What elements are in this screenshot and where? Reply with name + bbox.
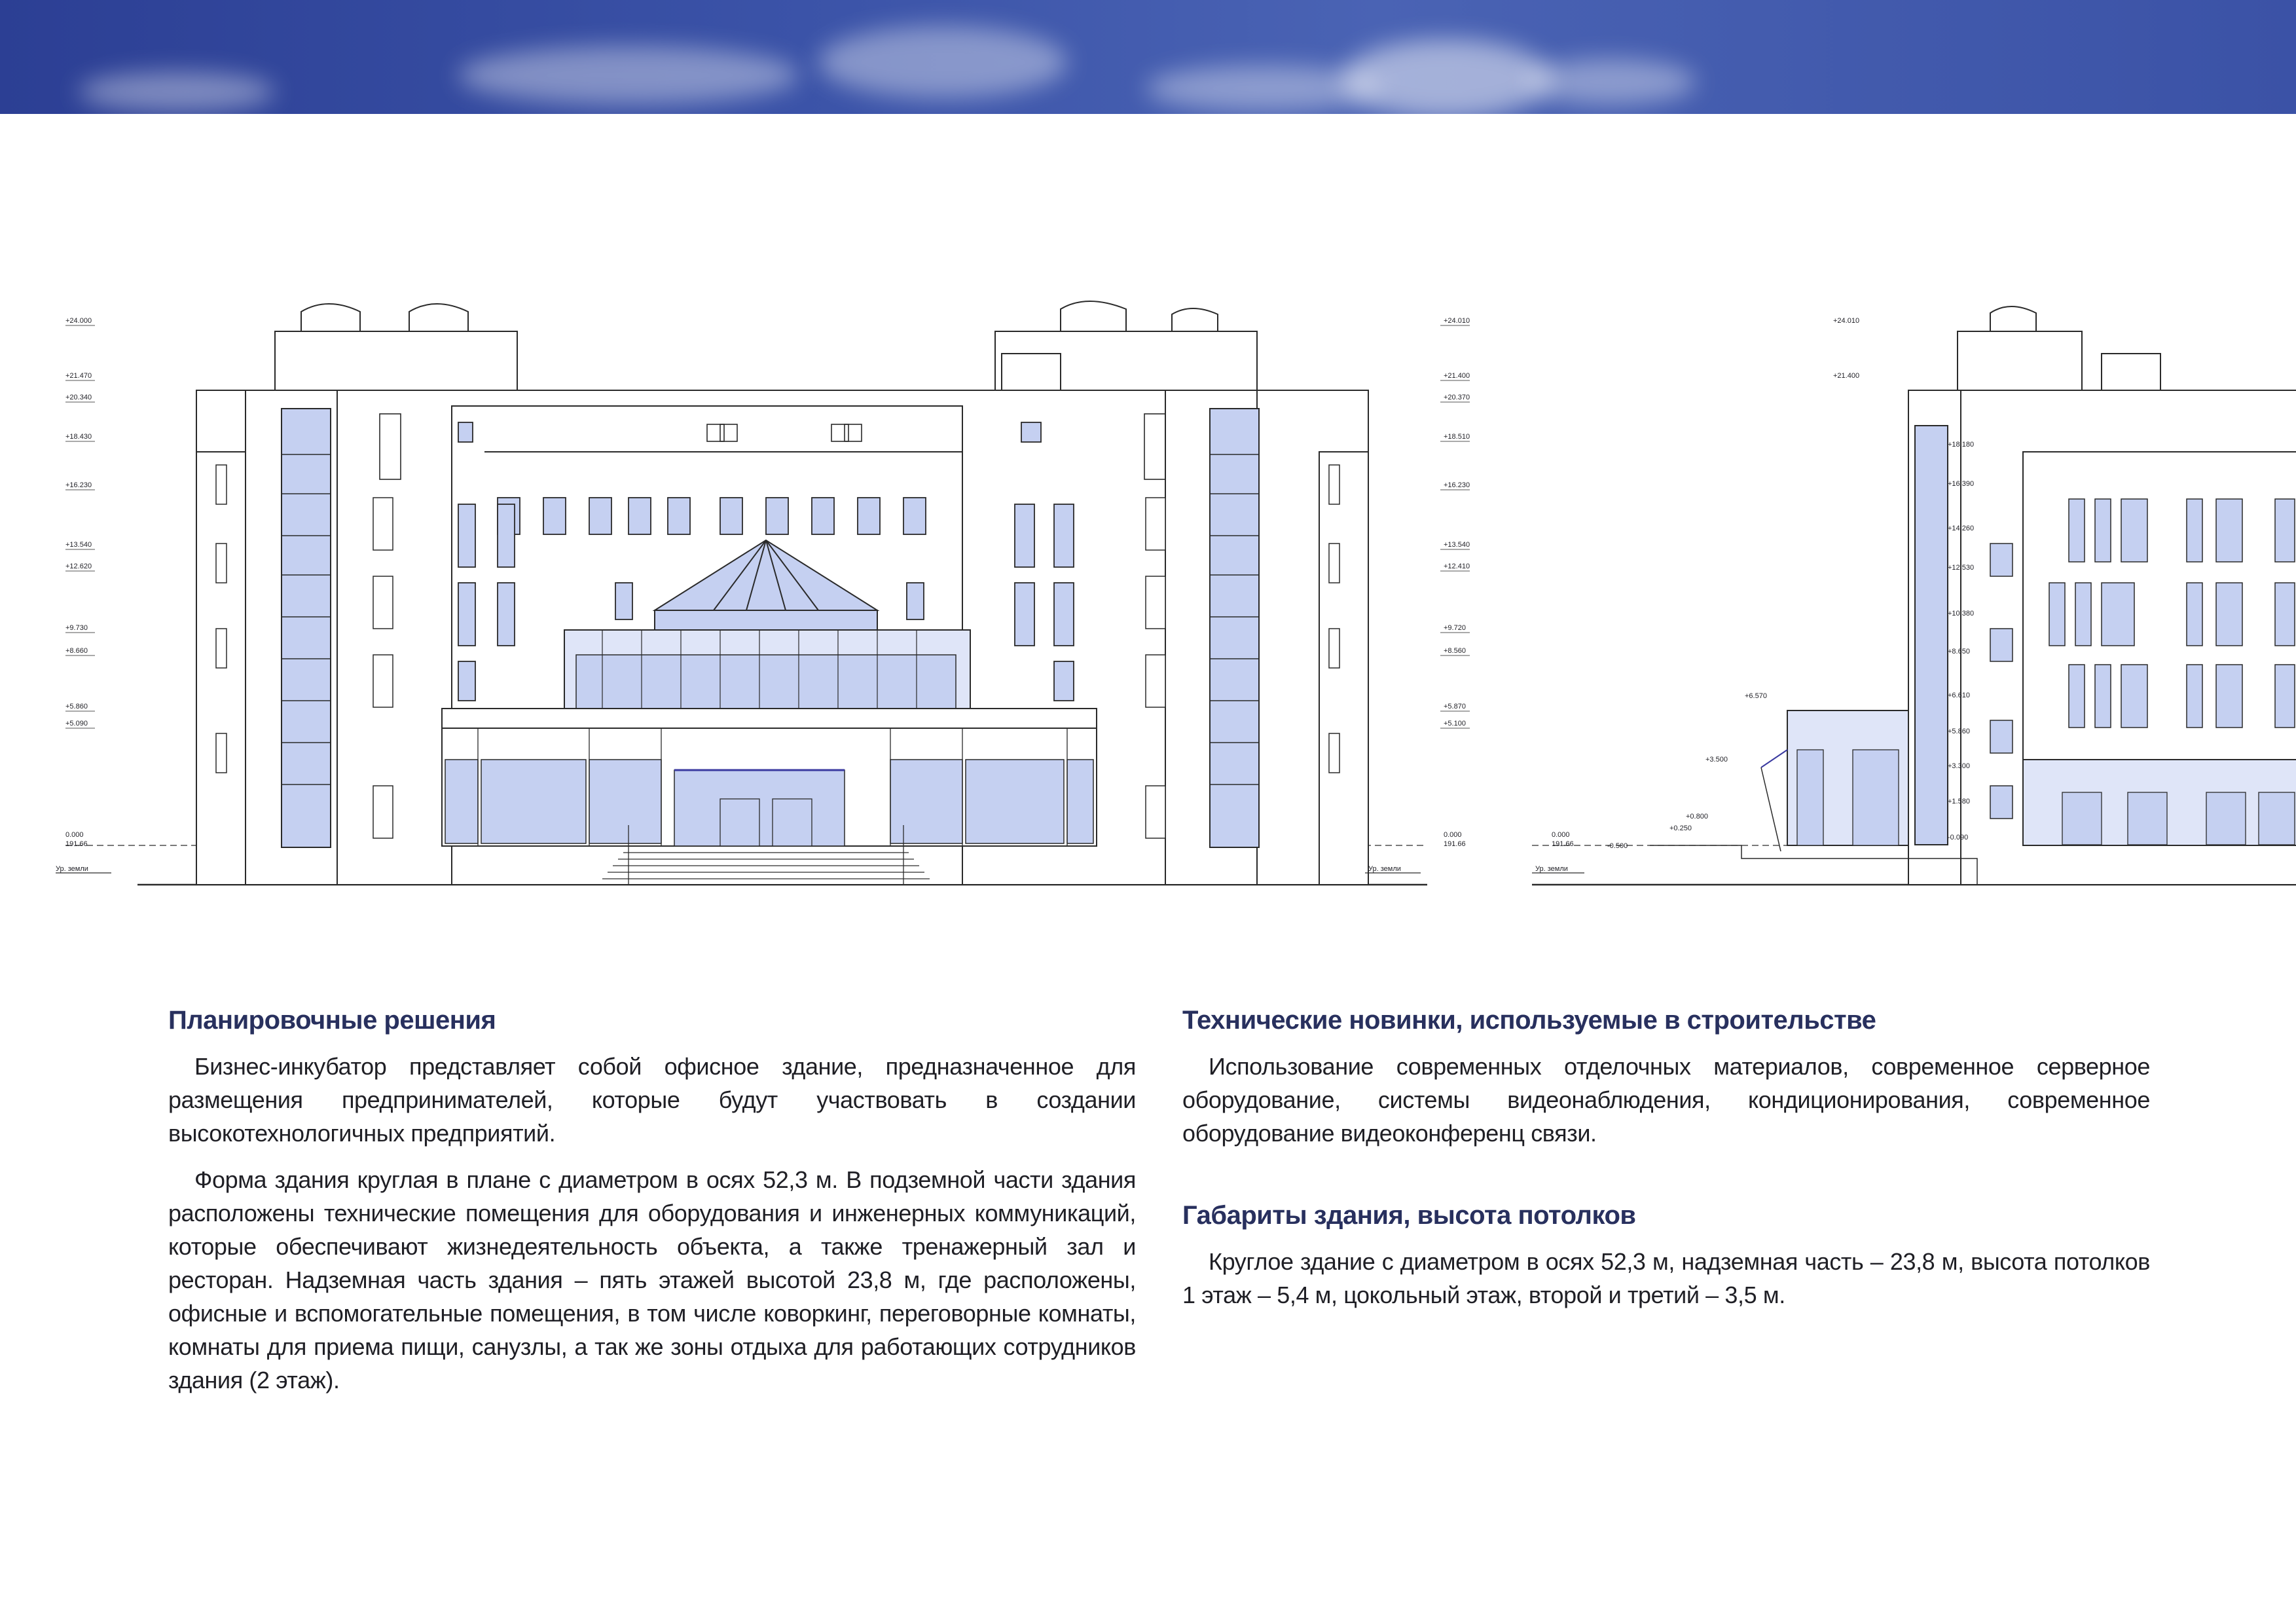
mark: 0.000 — [1444, 831, 1462, 839]
mark: +8.660 — [65, 647, 88, 655]
mark: +20.370 — [1444, 394, 1470, 401]
elevation-svg — [0, 288, 2296, 904]
facade-elevation-drawings — [0, 288, 2296, 904]
mark: 191.66 — [1444, 840, 1466, 848]
paragraph: Форма здания круглая в плане с диаметром в осях 52,3 м. В подземной части здания расположены технические помещения для оборудования и инженерных коммуникаций, которые обеспечивают жизнедеятельность объекта, а также тренажерный зал и ресторан. Надземная часть здания – пять этажей высотой 23,8 м, где расположены, офисные и вспомогательные помещения, в том числе коворкинг, переговорные комнаты, комнаты для приема пищи, санузлы, а так же зоны отдыха для работающих сотрудников здания (2 этаж). — [168, 1166, 1136, 1393]
section-spacer — [1182, 1163, 2150, 1201]
mark: +3.300 — [1948, 762, 1970, 770]
mark: +16.230 — [65, 481, 92, 489]
mark: +12.410 — [1444, 563, 1470, 570]
mark: +6.610 — [1948, 692, 1970, 699]
mark: +24.010 — [1833, 317, 1860, 325]
mark: +21.470 — [65, 372, 92, 380]
ground-level-label: Ур. земли — [1368, 865, 1401, 873]
section-heading: Планировочные решения — [168, 1006, 496, 1035]
mark: +13.540 — [65, 541, 92, 549]
mark: +18.510 — [1444, 433, 1470, 441]
mark: +5.090 — [65, 720, 88, 728]
mark: +0.800 — [1686, 813, 1708, 821]
mark: +20.340 — [65, 394, 92, 401]
tech-and-dimensions-section — [1182, 1006, 2150, 1325]
mark: +3.500 — [1705, 756, 1728, 764]
main-front-elevation — [56, 301, 1427, 885]
mark: +1.580 — [1948, 798, 1970, 805]
mark: +5.860 — [1948, 728, 1970, 735]
elevation-marks-right — [1368, 317, 1470, 873]
mark: +12.530 — [1948, 564, 1975, 572]
mark: 191.66 — [1552, 840, 1574, 848]
ground-level-label: Ур. земли — [56, 865, 88, 873]
mark: +0.250 — [1669, 824, 1692, 832]
mark: +6.570 — [1745, 692, 1767, 700]
mark: +16.230 — [1444, 481, 1470, 489]
mark: 191.66 — [65, 840, 88, 848]
section-heading: Технические новинки, используемые в строительстве — [1182, 1006, 1876, 1035]
mark: +5.870 — [1444, 703, 1466, 710]
mark: +21.400 — [1833, 372, 1860, 380]
mark: +10.380 — [1948, 610, 1975, 618]
mark: +14.260 — [1948, 525, 1975, 532]
mark: +16.390 — [1948, 480, 1975, 488]
mark: +21.400 — [1444, 372, 1470, 380]
mark: +8.560 — [1444, 647, 1466, 655]
paragraph: Использование современных отделочных материалов, современное серверное оборудование, системы видеонаблюдения, кондиционирования, современное оборудование видеоконференц связи. — [1182, 1053, 2150, 1147]
paragraph: Круглое здание с диаметром в осях 52,3 м, надземная часть – 23,8 м, высота потолков 1 этаж – 5,4 м, цокольный этаж, второй и третий – 3,5 м. — [1182, 1248, 2150, 1308]
mark: +24.010 — [1444, 317, 1470, 325]
mark: +18.180 — [1948, 441, 1975, 449]
sky-banner — [0, 0, 2296, 114]
mark: +12.620 — [65, 563, 92, 570]
mark: +18.430 — [65, 433, 92, 441]
mark: +8.650 — [1948, 648, 1970, 655]
mark: 0.000 — [1552, 831, 1570, 839]
paragraph: Бизнес-инкубатор представляет собой офисное здание, предназначенное для размещения предпринимателей, которые будут участвовать в создании высокотехнологичных предприятий. — [168, 1053, 1136, 1147]
mark: +5.860 — [65, 703, 88, 710]
elevation-marks-left — [56, 317, 92, 873]
mark: +24.000 — [65, 317, 92, 325]
ground-level-label: Ур. земли — [1535, 865, 1568, 873]
layout-solutions-section — [168, 1006, 1136, 1410]
mark: +13.540 — [1444, 541, 1470, 549]
mark: -0.090 — [1948, 834, 1969, 841]
mark: 0.000 — [65, 831, 84, 839]
side-elevation — [1532, 306, 2296, 885]
section-heading: Габариты здания, высота потолков — [1182, 1201, 1636, 1230]
mark: +9.720 — [1444, 624, 1466, 632]
mark: +5.100 — [1444, 720, 1466, 728]
mark: +9.730 — [65, 624, 88, 632]
mark: -0.500 — [1607, 842, 1628, 850]
